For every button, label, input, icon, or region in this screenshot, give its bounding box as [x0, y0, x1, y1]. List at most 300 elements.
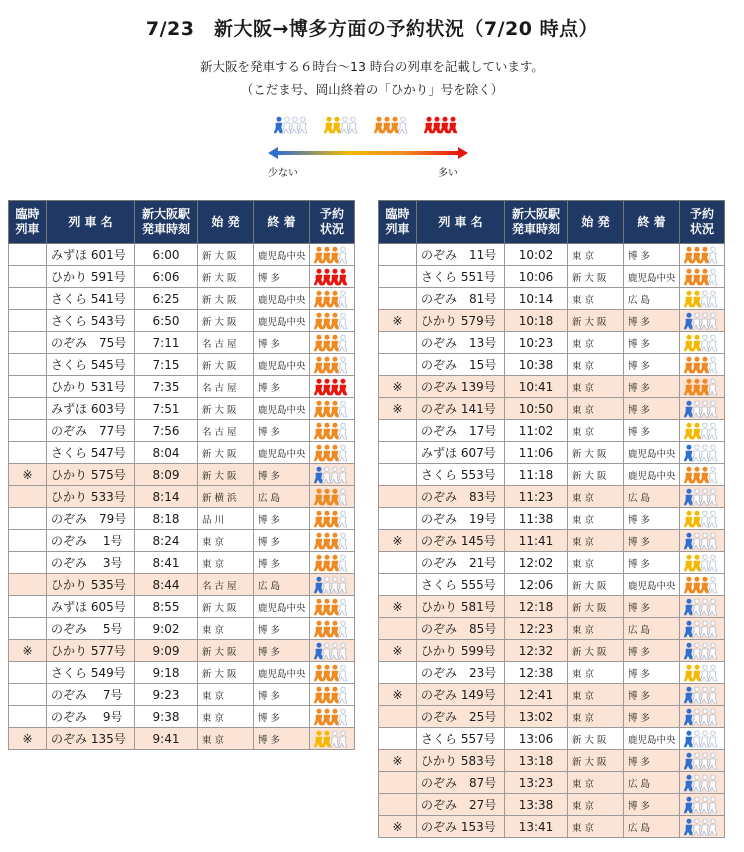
train-name: のぞみ 153号 [417, 816, 505, 838]
destination-station: 鹿児島中央 [254, 244, 310, 266]
reservation-status [680, 662, 725, 684]
train-name: ひかり 533号 [47, 486, 135, 508]
rinji-mark: ※ [379, 398, 417, 420]
train-row [379, 376, 725, 398]
rinji-mark: ※ [379, 640, 417, 662]
congestion-level-3-icon [314, 620, 350, 638]
train-name: のぞみ 77号 [47, 420, 135, 442]
train-row [379, 728, 725, 750]
reservation-status [310, 266, 355, 288]
origin-station: 東 京 [568, 662, 624, 684]
reservation-status [680, 728, 725, 750]
reservation-status [310, 596, 355, 618]
rinji-mark [9, 398, 47, 420]
origin-station: 東 京 [568, 420, 624, 442]
congestion-level-3-icon [314, 510, 350, 528]
departure-time: 13:41 [505, 816, 568, 838]
origin-station: 新 大 阪 [198, 354, 254, 376]
congestion-level-3-icon [684, 466, 720, 484]
rinji-mark [9, 420, 47, 442]
departure-time: 10:02 [505, 244, 568, 266]
departure-time: 12:23 [505, 618, 568, 640]
reservation-status [310, 354, 355, 376]
congestion-level-1-icon [684, 532, 720, 550]
destination-station: 広 島 [254, 574, 310, 596]
rinji-mark [379, 508, 417, 530]
origin-station: 新 大 阪 [198, 464, 254, 486]
train-name: のぞみ 21号 [417, 552, 505, 574]
reservation-status [310, 728, 355, 750]
train-name: のぞみ 17号 [417, 420, 505, 442]
rinji-mark: ※ [379, 310, 417, 332]
col-origin-header: 始 発 [198, 201, 254, 244]
rinji-mark [379, 288, 417, 310]
destination-station: 博 多 [624, 354, 680, 376]
train-name: のぞみ 27号 [417, 794, 505, 816]
col-time-header: 新大阪駅 発車時刻 [135, 201, 198, 244]
train-name: さくら 543号 [47, 310, 135, 332]
train-row [9, 442, 355, 464]
reservation-status [680, 376, 725, 398]
rinji-mark [9, 310, 47, 332]
destination-station: 博 多 [254, 684, 310, 706]
destination-station: 博 多 [254, 728, 310, 750]
reservation-status [310, 640, 355, 662]
congestion-level-3-icon [684, 268, 720, 286]
origin-station: 新 大 阪 [568, 574, 624, 596]
train-name: さくら 553号 [417, 464, 505, 486]
train-row [379, 508, 725, 530]
origin-station: 新 大 阪 [198, 640, 254, 662]
rinji-mark: ※ [9, 728, 47, 750]
train-row [379, 398, 725, 420]
origin-station: 新 大 阪 [198, 398, 254, 420]
origin-station: 東 京 [568, 706, 624, 728]
destination-station: 鹿児島中央 [254, 354, 310, 376]
congestion-level-1-icon [684, 312, 720, 330]
congestion-level-1-icon [684, 598, 720, 616]
legend-gradient-arrow [268, 146, 468, 160]
congestion-level-1-icon [684, 774, 720, 792]
rinji-mark [9, 266, 47, 288]
destination-station: 博 多 [624, 310, 680, 332]
origin-station: 東 京 [198, 706, 254, 728]
destination-station: 博 多 [254, 552, 310, 574]
destination-station: 鹿児島中央 [624, 574, 680, 596]
departure-time: 11:41 [505, 530, 568, 552]
train-row [9, 398, 355, 420]
destination-station: 鹿児島中央 [624, 442, 680, 464]
origin-station: 名 古 屋 [198, 574, 254, 596]
train-name: のぞみ 83号 [417, 486, 505, 508]
congestion-level-1-icon [684, 400, 720, 418]
reservation-status [310, 464, 355, 486]
congestion-level-3-icon [314, 246, 350, 264]
congestion-level-2-icon [684, 334, 720, 352]
departure-time: 10:41 [505, 376, 568, 398]
congestion-level-1-icon [684, 642, 720, 660]
rinji-mark [379, 420, 417, 442]
destination-station: 広 島 [624, 486, 680, 508]
train-name: のぞみ 81号 [417, 288, 505, 310]
departure-time: 13:18 [505, 750, 568, 772]
rinji-mark [379, 464, 417, 486]
rinji-mark: ※ [379, 684, 417, 706]
destination-station: 博 多 [624, 398, 680, 420]
departure-time: 11:06 [505, 442, 568, 464]
congestion-level-3-icon [314, 400, 350, 418]
col-dest-header: 終 着 [254, 201, 310, 244]
origin-station: 東 京 [568, 244, 624, 266]
train-row [379, 354, 725, 376]
legend-level-2-icon [324, 116, 360, 134]
reservation-status [680, 332, 725, 354]
train-row [379, 596, 725, 618]
train-name: のぞみ 87号 [417, 772, 505, 794]
train-row [9, 332, 355, 354]
reservation-status [680, 244, 725, 266]
congestion-level-1-icon [314, 642, 350, 660]
departure-time: 12:18 [505, 596, 568, 618]
rinji-mark [9, 552, 47, 574]
departure-time: 9:18 [135, 662, 198, 684]
congestion-level-1-icon [684, 620, 720, 638]
departure-time: 9:41 [135, 728, 198, 750]
origin-station: 新 大 阪 [568, 464, 624, 486]
rinji-mark [9, 530, 47, 552]
rinji-mark [9, 706, 47, 728]
departure-time: 8:41 [135, 552, 198, 574]
train-name: のぞみ 141号 [417, 398, 505, 420]
origin-station: 東 京 [568, 794, 624, 816]
origin-station: 新 大 阪 [568, 266, 624, 288]
departure-time: 7:56 [135, 420, 198, 442]
origin-station: 東 京 [568, 772, 624, 794]
reservation-status [310, 310, 355, 332]
congestion-level-3-icon [684, 378, 720, 396]
legend-level-1-icon [274, 116, 310, 134]
departure-time: 6:50 [135, 310, 198, 332]
legend-level-4-icon [424, 116, 460, 134]
rinji-mark [9, 684, 47, 706]
train-name: のぞみ 145号 [417, 530, 505, 552]
departure-time: 6:25 [135, 288, 198, 310]
destination-station: 博 多 [624, 530, 680, 552]
departure-time: 11:02 [505, 420, 568, 442]
destination-station: 鹿児島中央 [254, 310, 310, 332]
page-title: 7/23 新大阪→博多方面の予約状況（7/20 時点） [145, 18, 599, 40]
rinji-mark [379, 552, 417, 574]
train-row [379, 618, 725, 640]
train-name: のぞみ 135号 [47, 728, 135, 750]
rinji-mark [9, 354, 47, 376]
legend-level-3-icon [374, 116, 410, 134]
rinji-mark [379, 772, 417, 794]
rinji-mark: ※ [9, 640, 47, 662]
legend-low-label: 少ない [268, 168, 298, 179]
train-name: ひかり 581号 [417, 596, 505, 618]
rinji-mark [379, 486, 417, 508]
train-name: のぞみ 1号 [47, 530, 135, 552]
reservation-status [680, 288, 725, 310]
train-row [9, 486, 355, 508]
destination-station: 博 多 [624, 332, 680, 354]
origin-station: 東 京 [568, 376, 624, 398]
train-row [9, 640, 355, 662]
destination-station: 鹿児島中央 [254, 442, 310, 464]
origin-station: 東 京 [198, 530, 254, 552]
destination-station: 博 多 [254, 508, 310, 530]
rinji-mark [9, 288, 47, 310]
destination-station: 博 多 [254, 332, 310, 354]
congestion-level-3-icon [314, 334, 350, 352]
train-name: さくら 547号 [47, 442, 135, 464]
train-row [379, 640, 725, 662]
train-row [379, 750, 725, 772]
origin-station: 新 横 浜 [198, 486, 254, 508]
reservation-status [680, 684, 725, 706]
legend-high-label: 多い [438, 168, 458, 179]
congestion-level-3-icon [314, 444, 350, 462]
origin-station: 東 京 [568, 398, 624, 420]
train-name: のぞみ 139号 [417, 376, 505, 398]
col-status-header: 予約 状況 [310, 201, 355, 244]
rinji-mark: ※ [9, 464, 47, 486]
train-name: さくら 541号 [47, 288, 135, 310]
reservation-status [680, 464, 725, 486]
legend-icons [268, 116, 468, 138]
train-row [379, 442, 725, 464]
departure-time: 13:06 [505, 728, 568, 750]
congestion-level-2-icon [314, 730, 350, 748]
reservation-status [680, 772, 725, 794]
destination-station: 博 多 [624, 376, 680, 398]
origin-station: 新 大 阪 [568, 728, 624, 750]
congestion-level-3-icon [314, 312, 350, 330]
origin-station: 新 大 阪 [568, 750, 624, 772]
rinji-mark [9, 376, 47, 398]
congestion-level-1-icon [684, 708, 720, 726]
train-row [9, 728, 355, 750]
reservation-status [310, 486, 355, 508]
destination-station: 鹿児島中央 [624, 266, 680, 288]
departure-time: 7:15 [135, 354, 198, 376]
train-row [379, 530, 725, 552]
reservation-status [680, 508, 725, 530]
congestion-level-2-icon [684, 510, 720, 528]
rinji-mark: ※ [379, 530, 417, 552]
departure-time: 12:38 [505, 662, 568, 684]
destination-station: 博 多 [254, 640, 310, 662]
train-name: さくら 551号 [417, 266, 505, 288]
train-row [379, 244, 725, 266]
train-row [379, 288, 725, 310]
rinji-mark [9, 442, 47, 464]
reservation-status [680, 750, 725, 772]
train-name: みずほ 605号 [47, 596, 135, 618]
congestion-level-1-icon [684, 818, 720, 836]
col-origin-header: 始 発 [568, 201, 624, 244]
congestion-level-3-icon [314, 356, 350, 374]
reservation-status [310, 684, 355, 706]
train-name: みずほ 607号 [417, 442, 505, 464]
train-row [379, 420, 725, 442]
col-status-header: 予約 状況 [680, 201, 725, 244]
train-row [9, 706, 355, 728]
congestion-level-2-icon [684, 422, 720, 440]
train-row [379, 684, 725, 706]
origin-station: 東 京 [198, 618, 254, 640]
rinji-mark [379, 728, 417, 750]
reservation-status [680, 398, 725, 420]
destination-station: 博 多 [624, 706, 680, 728]
origin-station: 東 京 [198, 728, 254, 750]
congestion-level-3-icon [314, 422, 350, 440]
reservation-status [680, 618, 725, 640]
rinji-mark [379, 266, 417, 288]
destination-station: 博 多 [254, 530, 310, 552]
rinji-mark [379, 618, 417, 640]
train-name: のぞみ 85号 [417, 618, 505, 640]
rinji-mark [9, 662, 47, 684]
departure-time: 7:35 [135, 376, 198, 398]
train-name: みずほ 603号 [47, 398, 135, 420]
congestion-level-3-icon [314, 686, 350, 704]
train-row [9, 354, 355, 376]
departure-time: 6:00 [135, 244, 198, 266]
rinji-mark [9, 508, 47, 530]
origin-station: 新 大 阪 [568, 310, 624, 332]
departure-time: 10:23 [505, 332, 568, 354]
congestion-level-3-icon [314, 664, 350, 682]
departure-time: 11:23 [505, 486, 568, 508]
departure-time: 9:02 [135, 618, 198, 640]
origin-station: 東 京 [198, 552, 254, 574]
destination-station: 鹿児島中央 [254, 596, 310, 618]
reservation-status [680, 310, 725, 332]
train-name: ひかり 575号 [47, 464, 135, 486]
train-name: のぞみ 149号 [417, 684, 505, 706]
train-name: さくら 545号 [47, 354, 135, 376]
col-rinji-header: 臨時 列車 [9, 201, 47, 244]
train-row [9, 464, 355, 486]
reservation-status [310, 420, 355, 442]
origin-station: 名 古 屋 [198, 420, 254, 442]
destination-station: 博 多 [624, 794, 680, 816]
rinji-mark [9, 244, 47, 266]
rinji-mark [379, 574, 417, 596]
congestion-level-3-icon [314, 488, 350, 506]
origin-station: 品 川 [198, 508, 254, 530]
train-name: ひかり 531号 [47, 376, 135, 398]
destination-station: 鹿児島中央 [254, 398, 310, 420]
train-row [379, 552, 725, 574]
reservation-status [310, 508, 355, 530]
train-row [9, 596, 355, 618]
train-row [9, 662, 355, 684]
reservation-status [680, 596, 725, 618]
congestion-level-1-icon [684, 730, 720, 748]
departure-time: 6:06 [135, 266, 198, 288]
train-name: さくら 549号 [47, 662, 135, 684]
origin-station: 名 古 屋 [198, 332, 254, 354]
reservation-status [310, 288, 355, 310]
destination-station: 鹿児島中央 [254, 662, 310, 684]
origin-station: 東 京 [568, 530, 624, 552]
right-train-table [378, 200, 725, 838]
rinji-mark [9, 574, 47, 596]
train-row [379, 486, 725, 508]
rinji-mark [379, 662, 417, 684]
origin-station: 新 大 阪 [198, 288, 254, 310]
col-time-header: 新大阪駅 発車時刻 [505, 201, 568, 244]
train-row [379, 464, 725, 486]
departure-time: 10:06 [505, 266, 568, 288]
destination-station: 広 島 [254, 486, 310, 508]
train-row [9, 376, 355, 398]
rinji-mark [9, 596, 47, 618]
origin-station: 東 京 [568, 354, 624, 376]
origin-station: 東 京 [568, 684, 624, 706]
col-name-header: 列 車 名 [417, 201, 505, 244]
train-name: のぞみ 19号 [417, 508, 505, 530]
train-row [9, 310, 355, 332]
departure-time: 12:32 [505, 640, 568, 662]
train-name: のぞみ 79号 [47, 508, 135, 530]
congestion-level-3-icon [684, 356, 720, 374]
train-row [379, 574, 725, 596]
reservation-status [310, 442, 355, 464]
train-row [379, 706, 725, 728]
destination-station: 博 多 [624, 750, 680, 772]
train-name: のぞみ 25号 [417, 706, 505, 728]
train-name: のぞみ 23号 [417, 662, 505, 684]
departure-time: 8:14 [135, 486, 198, 508]
train-name: さくら 557号 [417, 728, 505, 750]
departure-time: 12:41 [505, 684, 568, 706]
train-name: ひかり 577号 [47, 640, 135, 662]
reservation-status [310, 332, 355, 354]
train-row [379, 662, 725, 684]
rinji-mark [9, 486, 47, 508]
destination-station: 博 多 [254, 618, 310, 640]
congestion-level-3-icon [314, 290, 350, 308]
train-name: ひかり 591号 [47, 266, 135, 288]
congestion-level-1-icon [684, 752, 720, 770]
reservation-status [680, 354, 725, 376]
train-name: ひかり 535号 [47, 574, 135, 596]
reservation-status [310, 398, 355, 420]
destination-station: 広 島 [624, 772, 680, 794]
reservation-status [680, 442, 725, 464]
departure-time: 10:38 [505, 354, 568, 376]
subtitle-scope: 新大阪を発車する６時台～13 時台の列車を記載しています。 [200, 59, 544, 74]
origin-station: 東 京 [568, 508, 624, 530]
train-row [9, 618, 355, 640]
train-name: のぞみ 5号 [47, 618, 135, 640]
origin-station: 新 大 阪 [568, 442, 624, 464]
rinji-mark [379, 442, 417, 464]
train-row [379, 794, 725, 816]
origin-station: 新 大 阪 [198, 442, 254, 464]
subtitle-exclusions: （こだま号、岡山終着の「ひかり」号を除く） [240, 82, 504, 97]
destination-station: 広 島 [624, 816, 680, 838]
origin-station: 新 大 阪 [198, 662, 254, 684]
rinji-mark: ※ [379, 750, 417, 772]
congestion-level-1-icon [314, 576, 350, 594]
congestion-level-3-icon [684, 576, 720, 594]
destination-station: 鹿児島中央 [624, 464, 680, 486]
